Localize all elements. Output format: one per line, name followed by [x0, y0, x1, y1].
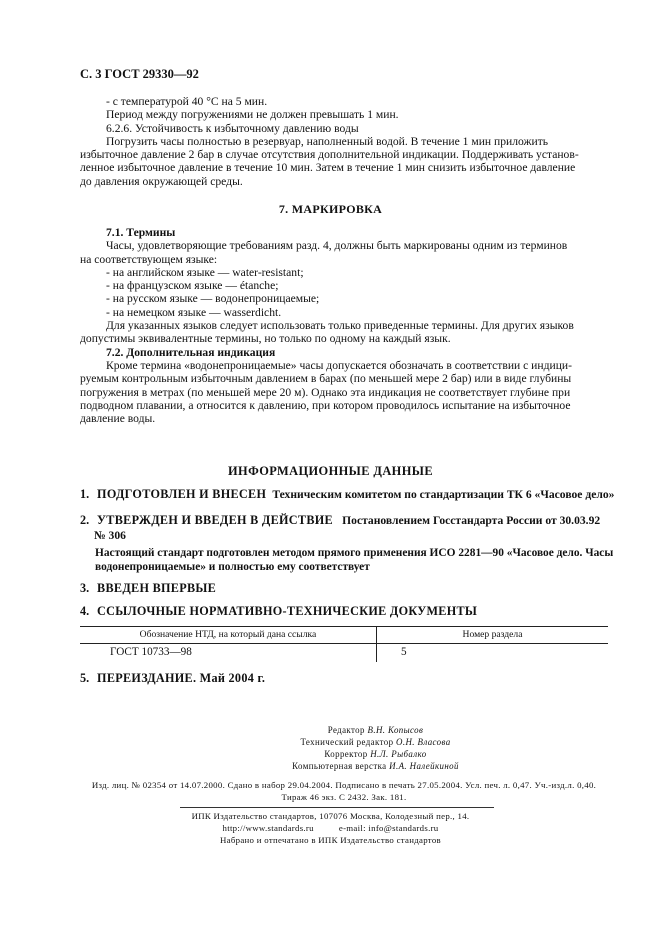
- list-item: - на английском языке — water-resistant;: [106, 265, 304, 279]
- text-line: ленное избыточное давление в течение 10 мин. Затем в течение 1 мин снизить избыточное давление: [80, 161, 576, 175]
- printed-by: Набрано и отпечатано в ИПК Издательство стандартов: [220, 835, 441, 845]
- info-item-2: [80, 513, 620, 543]
- item-number: 5.: [80, 671, 90, 685]
- email-link[interactable]: e-mail: info@standards.ru: [338, 823, 439, 833]
- note-line: Настоящий стандарт подготовлен методом прямого применения ИСО 2281—90 «Часовое дело. Часы: [95, 547, 614, 559]
- table-cell-doc: ГОСТ 10733—98: [80, 644, 377, 663]
- credit-layout: [0, 760, 661, 772]
- item-number: 3.: [80, 581, 90, 595]
- credit-name: И.А. Налейкиной: [389, 761, 459, 771]
- text-line: - с температурой 40 °С на 5 мин.: [106, 95, 268, 108]
- credit-editor: [0, 724, 661, 736]
- list-item: - на немецком языке — wasserdicht.: [106, 305, 282, 319]
- info-item-1: [80, 487, 620, 502]
- info-item-5: [80, 671, 620, 686]
- text-line: допустимы эквивалентные термины, но только по одному на каждый язык.: [80, 332, 451, 346]
- text-line: избыточное давление 2 бар в случае отсутствия дополнительной индикации. Поддерживать установ-: [80, 148, 579, 162]
- list-item: - на французском языке — étanche;: [106, 279, 279, 293]
- credit-label: Корректор: [324, 749, 368, 759]
- credit-label: Технический редактор: [300, 737, 394, 747]
- column-header: Обозначение НТД, на который дана ссылка: [80, 627, 377, 644]
- text-line: подводном плавании, а относится к давлению, при котором проводилось испытание на избыточное: [80, 398, 571, 412]
- credit-corrector: [0, 748, 661, 760]
- info-note: [95, 546, 615, 574]
- text-line: Часы, удовлетворяющие требованиям разд. 4, должны быть маркированы одним из терминов: [106, 239, 568, 253]
- item-text: Постановлением Госстандарта России от 30.03.92: [342, 514, 601, 527]
- website-link[interactable]: http://www.standards.ru: [222, 823, 314, 833]
- imprint-line: Изд. лиц. № 02354 от 14.07.2000. Сдано в набор 29.04.2004. Подписано в печать 27.05.2004. Усл. печ. л. 0,47. Уч.-изд.л. 0,40.: [91, 780, 597, 790]
- subsection-heading: 6.2.6. Устойчивость к избыточному давлению воды: [106, 121, 359, 135]
- section-6-text: [80, 95, 606, 188]
- text-line: погружения в метрах (по меньшей мере 20 м). Однако эта индикация не соответствует глубине при: [80, 385, 571, 399]
- publisher-contacts: [0, 822, 661, 834]
- imprint-block: [80, 779, 608, 803]
- section-7-title: 7. МАРКИРОВКА: [278, 202, 383, 216]
- table-row: [80, 644, 608, 663]
- item-lead: ПОДГОТОВЛЕН И ВНЕСЕН: [97, 487, 267, 501]
- publisher-footer: [0, 810, 661, 846]
- footer-divider: [180, 807, 494, 808]
- text-line: Погрузить часы полностью в резервуар, наполненный водой. В течение 1 мин приложить: [106, 134, 549, 148]
- item-number: 4.: [80, 604, 90, 618]
- table-header-row: [80, 627, 608, 644]
- credit-label: Компьютерная верстка: [292, 761, 387, 771]
- item-lead: УТВЕРЖДЕН И ВВЕДЕН В ДЕЙСТВИЕ: [97, 513, 333, 527]
- text-line: давление воды.: [80, 412, 156, 426]
- credits-block: [0, 724, 661, 772]
- credit-name: Н.Л. Рыбалко: [370, 749, 427, 759]
- text-line: Период между погружениями не должен превышать 1 мин.: [106, 108, 399, 122]
- subsection-heading: 7.2. Дополнительная индикация: [106, 345, 276, 359]
- item-lead: ССЫЛОЧНЫЕ НОРМАТИВНО-ТЕХНИЧЕСКИЕ ДОКУМЕНТЫ: [97, 604, 478, 618]
- subsection-heading: 7.1. Термины: [106, 226, 176, 239]
- text-line: руемым контрольным избыточным давлением в барах (по меньшей мере 2 бар) или в виде глубины: [80, 372, 572, 386]
- text-line: на соответствующем языке:: [80, 252, 218, 266]
- note-line: водонепроницаемые» и полностью ему соответствует: [95, 561, 370, 573]
- item-number: 2.: [80, 513, 90, 527]
- item-number: 1.: [80, 487, 90, 501]
- item-lead: ПЕРЕИЗДАНИЕ. Май 2004 г.: [97, 671, 266, 685]
- text-line: Кроме термина «водонепроницаемые» часы допускается обозначать в соответствии с индици-: [106, 358, 572, 372]
- list-item: - на русском языке — водонепроницаемые;: [106, 292, 320, 306]
- text-line: до давления окружающей среды.: [80, 174, 243, 188]
- item-text-continued: № 306: [94, 529, 126, 542]
- item-text: Техническим комитетом по стандартизации ТК 6 «Часовое дело»: [272, 488, 615, 501]
- item-lead: ВВЕДЕН ВПЕРВЫЕ: [97, 581, 217, 595]
- info-item-4: [80, 604, 620, 619]
- info-item-3: [80, 581, 620, 596]
- imprint-line: Тираж 46 экз. С 2432. Зак. 181.: [281, 792, 407, 802]
- credit-name: О.Н. Власова: [396, 737, 451, 747]
- page-header: С. 3 ГОСТ 29330—92: [80, 67, 199, 81]
- reference-docs-table: [80, 626, 608, 662]
- section-7-1: [80, 226, 606, 425]
- column-header: Номер раздела: [377, 627, 609, 644]
- text-line: Для указанных языков следует использовать только приведенные термины. Для других языков: [106, 319, 574, 333]
- publisher-address: ИПК Издательство стандартов, 107076 Москва, Колодезный пер., 14.: [191, 811, 470, 821]
- info-title: ИНФОРМАЦИОННЫЕ ДАННЫЕ: [228, 464, 433, 478]
- table-cell-section: 5: [401, 646, 407, 659]
- credit-name: В.Н. Копысов: [367, 725, 424, 735]
- credit-label: Редактор: [327, 725, 365, 735]
- credit-tech-editor: [0, 736, 661, 748]
